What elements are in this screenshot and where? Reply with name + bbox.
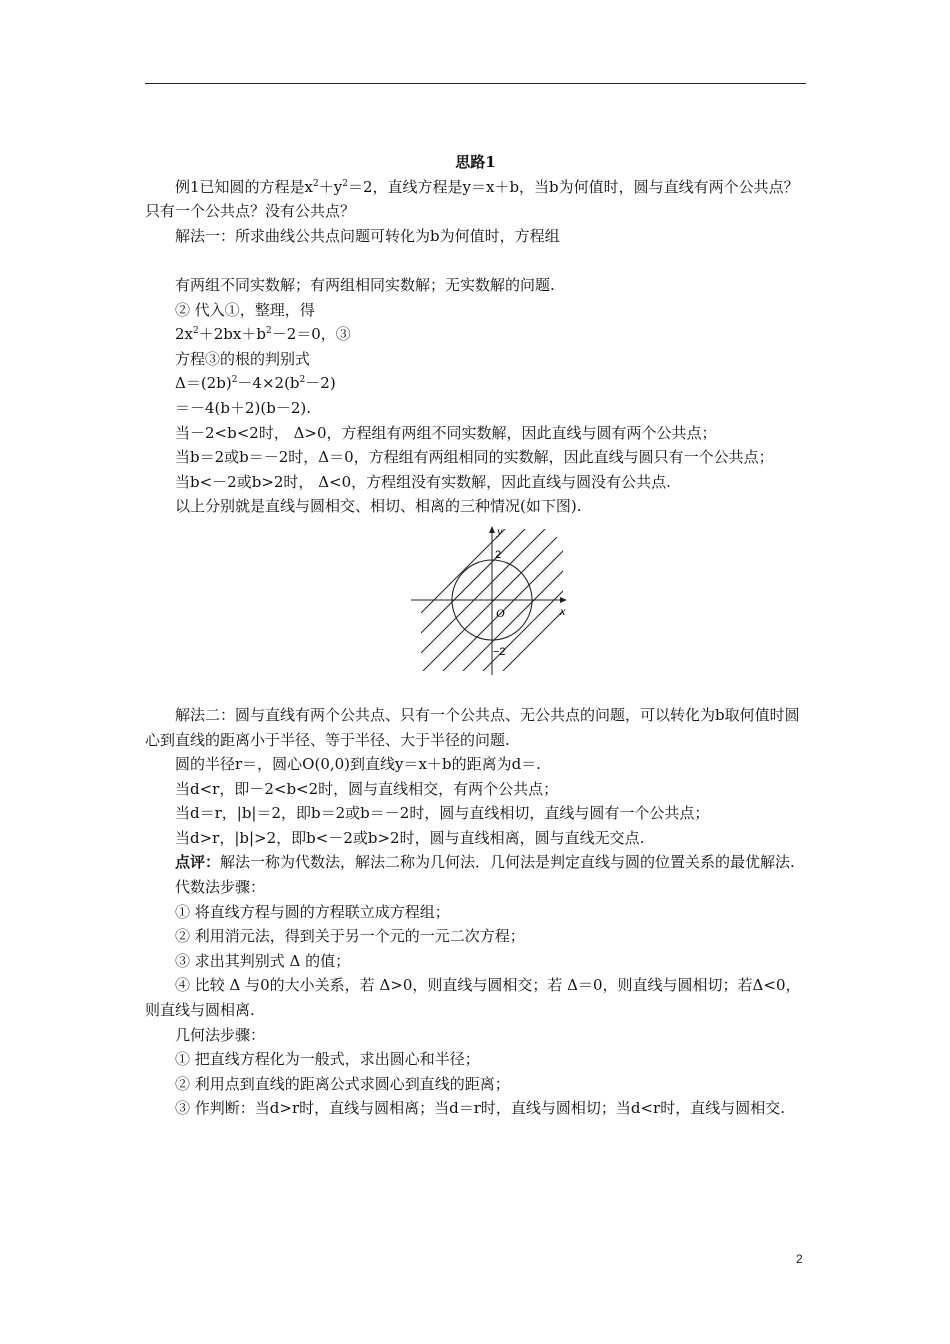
origin-label: O [496,605,505,620]
equation-3: $2x^2+2bx+b^2-2=0$，③ [175,325,351,344]
method2-intro: 解法二：圆与直线有两个公共点、只有一个公共点、无公共点的问题，可以转化为b取何值时圆心到直线的距离小于半径、等于半径、大于半径的问题. [145,705,800,749]
method2-radius: 圆的半径r＝，圆心O(0,0)到直线y＝x＋b的距离为d＝. [175,755,541,774]
algebra-steps-title: 代数法步骤： [175,878,266,897]
top-tick-label: 2 [495,548,502,561]
y-axis-label: y [497,524,503,538]
page-number: 2 [796,1252,803,1266]
geometry-steps-title: 几何法步骤： [175,1025,266,1044]
method2-case3: 当d>r，|b|>2，即b<－2或b>2时，圆与直线相离，圆与直线无交点. [175,828,645,847]
geometry-step-1: ① 把直线方程化为一般式，求出圆心和半径； [175,1050,480,1069]
geometry-step-3: ③ 作判断：当d>r时，直线与圆相离；当d＝r时，直线与圆相切；当d<r时，直线与圆相交. [175,1099,785,1118]
circle-lines-figure [145,525,806,685]
method1-summary: 以上分别就是直线与圆相交、相切、相离的三种情况(如下图). [175,497,582,516]
algebra-step-4: ④ 比较 Δ 与0的大小关系，若 Δ>0，则直线与圆相交；若 Δ＝0，则直线与圆相切；若Δ<0，则直线与圆相离. [145,976,801,1020]
discriminant-intro: 方程③的根的判别式 [175,349,311,368]
method2-case2: 当d＝r，|b|＝2，即b＝2或b＝－2时，圆与直线相切，直线与圆有一个公共点； [175,804,710,823]
algebra-step-3: ③ 求出其判别式 Δ 的值； [175,951,351,970]
figure-svg [407,525,577,685]
section-title: 思路1 [455,153,496,171]
method1-intro: 解法一：所求曲线公共点问题可转化为b为何值时，方程组 [175,226,560,245]
method1-substitute: ② 代入①，整理，得 [175,300,315,319]
line-b-0 [421,547,567,685]
geometry-step-2: ② 利用点到直线的距离公式求圆心到直线的距离； [175,1074,510,1093]
equation-system-placeholder [145,248,806,273]
method1-after-system: 有两组不同实数解；有两组相同实数解；无实数解的问题. [175,275,555,294]
method1-case3: 当b<－2或b>2时， Δ<0，方程组没有实数解，因此直线与圆没有公共点. [175,472,671,491]
method1-case2: 当b＝2或b＝－2时，Δ＝0，方程组有两组相同的实数解，因此直线与圆只有一个公共点； [175,448,774,467]
line-b-3 [451,597,577,685]
comment [145,850,806,875]
x-axis-label: x [560,603,566,618]
method2-case1: 当d<r，即－2<b<2时，圆与直线相交，有两个公共点； [175,779,559,798]
example-problem: 例1已知圆的方程是$x^2+y^2=2$，直线方程是y＝x＋b，当b为何值时，圆与直线有两个公共点？只有一个公共点？没有公共点？ [145,177,799,221]
y-axis-arrow [489,526,495,533]
document-body [145,150,806,1121]
discriminant-line1: $\Delta=(2b)^2-4\times 2(b^2-2)$ [175,374,336,393]
line-b-neg3 [421,537,557,673]
x-axis-arrow [560,597,567,603]
comment-text: 解法一称为代数法，解法二称为几何法．几何法是判定直线与圆的位置关系的最优解法. [220,853,795,872]
algebra-step-1: ① 将直线方程与圆的方程联立成方程组； [175,902,450,921]
algebra-step-2: ② 利用消元法，得到关于另一个元的一元二次方程； [175,927,525,946]
bottom-tick-label: −2 [493,645,506,658]
method1-case1: 当－2<b<2时， Δ>0，方程组有两组不同实数解，因此直线与圆有两个公共点； [175,423,717,442]
line-b-neg2 [421,525,557,653]
discriminant-line2: ＝－4(b＋2)(b－2). [175,398,312,417]
header-rule [145,83,806,84]
comment-label: 点评： [175,853,221,872]
